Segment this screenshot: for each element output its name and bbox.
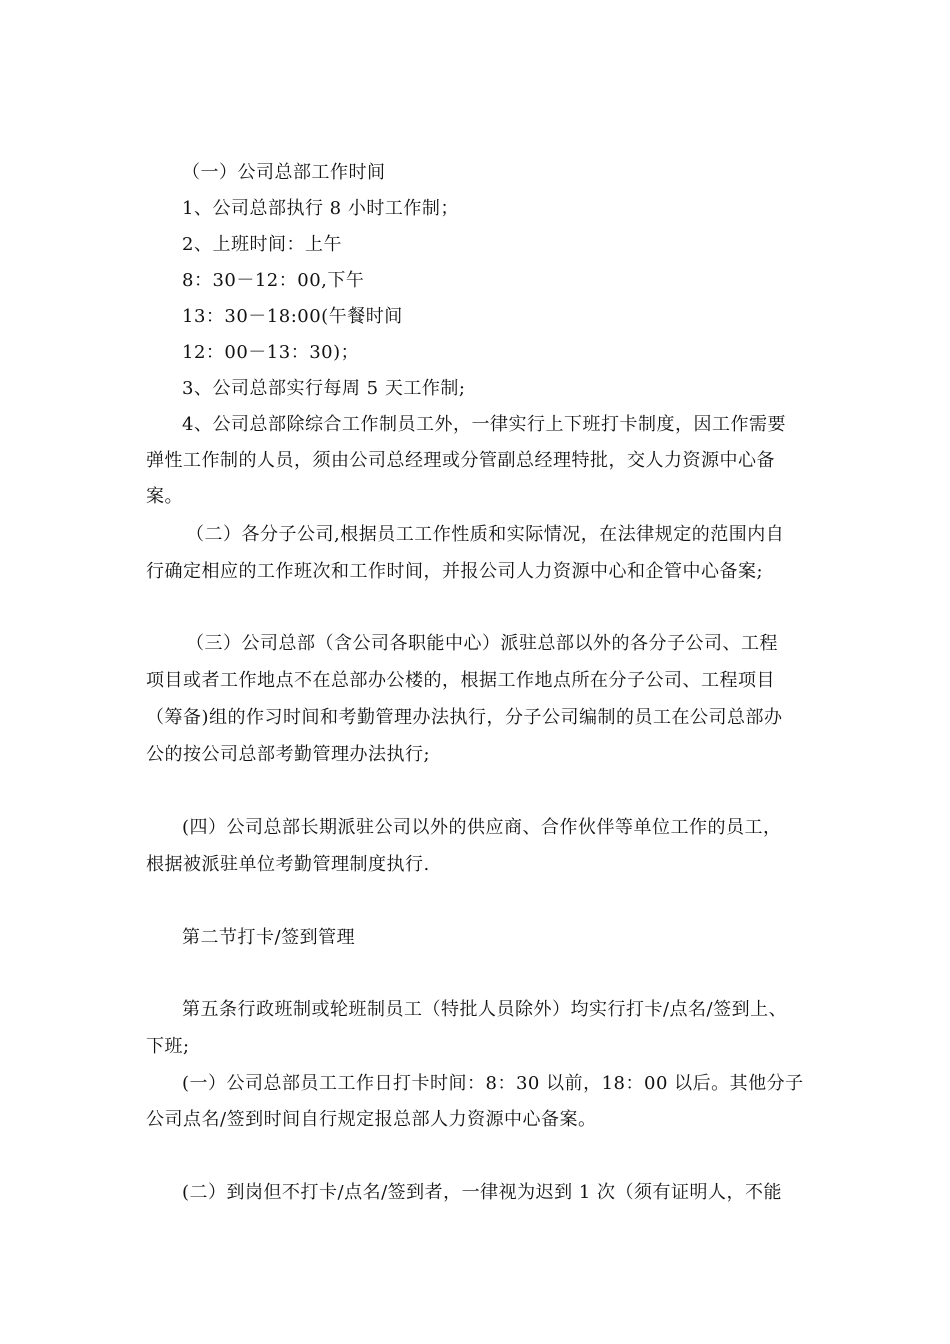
paragraph-line: 项目或者工作地点不在总部办公楼的，根据工作地点所在分子公司、工程项目 (146, 670, 775, 691)
paragraph-line: 根据被派驻单位考勤管理制度执行. (146, 854, 430, 875)
paragraph-line: 3、公司总部实行每周 5 天工作制; (182, 378, 466, 399)
paragraph-line: 第五条行政班制或轮班制员工（特批人员除外）均实行打卡/点名/签到上、 (182, 999, 788, 1020)
paragraph-line: 2、上班时间：上午 (182, 234, 342, 255)
paragraph-line: （三）公司总部（含公司各职能中心）派驻总部以外的各分子公司、工程 (186, 633, 778, 654)
paragraph-line: (四）公司总部长期派驻公司以外的供应商、合作伙伴等单位工作的员工， (182, 817, 782, 838)
paragraph-line: （二）各分子公司,根据员工工作性质和实际情况，在法律规定的范围内自 (186, 524, 785, 545)
paragraph-line: 行确定相应的工作班次和工作时间，并报公司人力资源中心和企管中心备案; (146, 561, 764, 582)
paragraph-line: 4、公司总部除综合工作制员工外，一律实行上下班打卡制度，因工作需要 (182, 414, 786, 435)
paragraph-line: 公的按公司总部考勤管理办法执行; (146, 744, 431, 765)
section-heading-working-hours: （一）公司总部工作时间 (182, 162, 386, 183)
paragraph-line: (一）公司总部员工工作日打卡时间：8：30 以前，18：00 以后。其他分子 (182, 1073, 804, 1094)
paragraph-line: 公司点名/签到时间自行规定报总部人力资源中心备案。 (146, 1109, 597, 1130)
paragraph-line: 弹性工作制的人员，须由公司总经理或分管副总经理特批，交人力资源中心备 (146, 450, 775, 471)
paragraph-line: 1、公司总部执行 8 小时工作制； (182, 198, 459, 219)
paragraph-line: （筹备)组的作习时间和考勤管理办法执行，分子公司编制的员工在公司总部办 (146, 707, 783, 728)
paragraph-line: 案。 (146, 486, 183, 507)
paragraph-line: 13：30－18:00(午餐时间 (182, 306, 403, 327)
paragraph-line: (二）到岗但不打卡/点名/签到者，一律视为迟到 1 次（须有证明人，不能 (182, 1182, 783, 1203)
paragraph-line: 12：00－13：30)； (182, 342, 360, 363)
paragraph-line: 下班; (146, 1036, 190, 1057)
section-heading-clock-in: 第二节打卡/签到管理 (182, 927, 356, 948)
paragraph-line: 8：30－12：00,下午 (182, 270, 365, 291)
